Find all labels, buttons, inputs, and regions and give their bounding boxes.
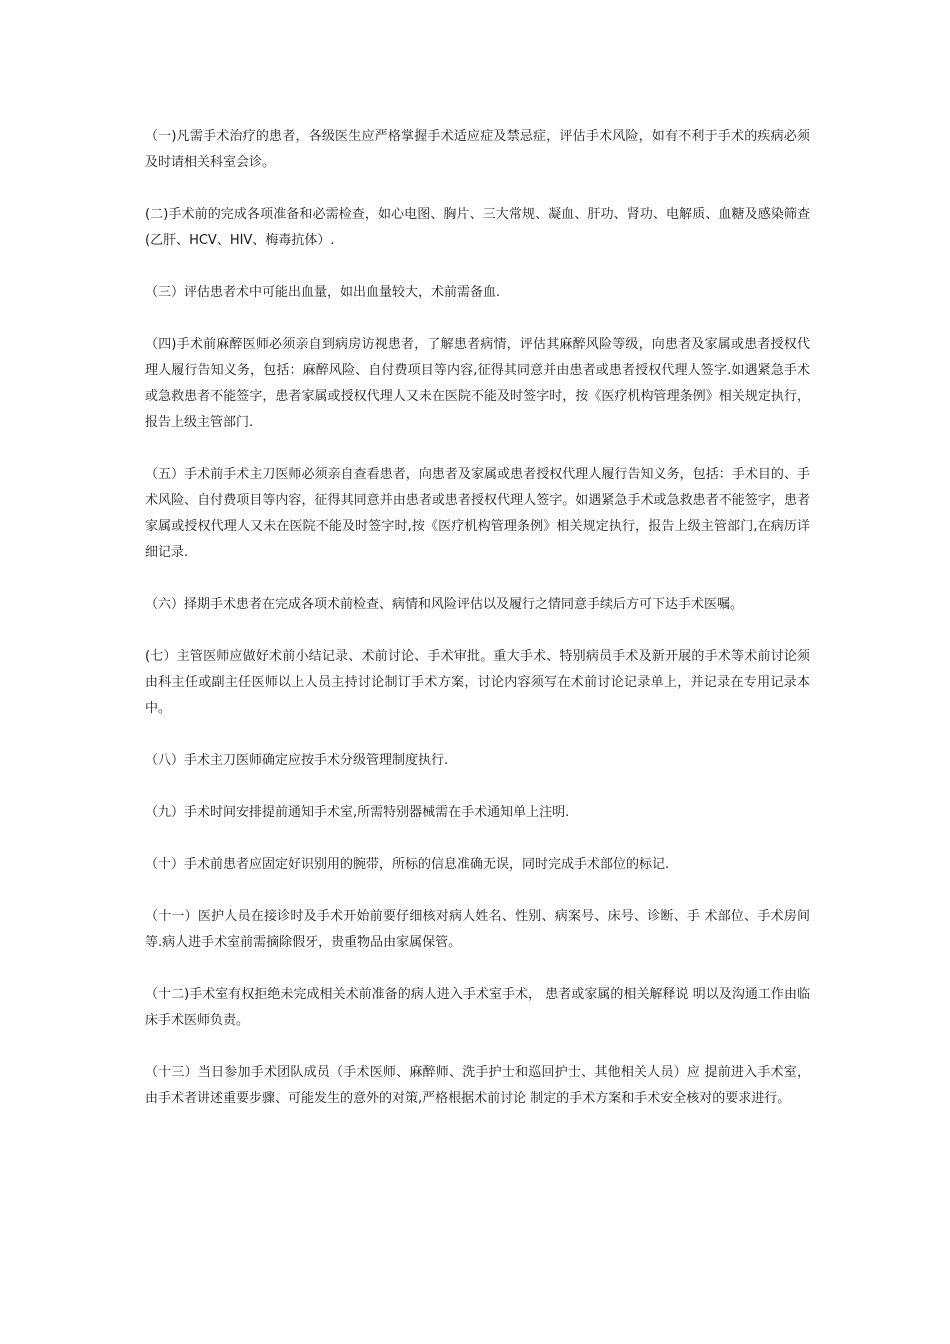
paragraph-11: （十一）医护人员在接诊时及手术开始前要仔细核对病人姓名、性别、病案号、床号、诊断、手 术部位、手术房间等.病人进手术室前需摘除假牙，贵重物品由家属保管。 [145,909,810,950]
paragraph-5: （五）手术前手术主刀医师必须亲自查看患者，向患者及家属或患者授权代理人履行告知义务，包括：手术目的、手术风险、自付费项目等内容，征得其同意并由患者或患者授权代理人签字。如遇紧急手术或急救患者不能签字，患者家属或授权代理人又未在医院不能及时签字时,按《医疗机构管理条例》相关规定执行，报告上级主管部门,在病历详细记录. [145,467,810,560]
paragraph-7: (七）主管医师应做好术前小结记录、术前讨论、手术审批。重大手术、特别病员手术及新开展的手术等术前讨论须由科主任或副主任医师以上人员主持讨论制订手术方案，讨论内容须写在术前讨论记录单上，并记录在专用记录本中。 [145,649,810,716]
paragraph-13: （十三）当日参加手术团队成员（手术医师、麻醉师、洗手护士和巡回护士、其他相关人员）应 提前进入手术室，由手术者讲述重要步骤、可能发生的意外的对策,严格根据术前讨论 制定的手术方案和手术安全核对的要求进行。 [145,1065,810,1106]
paragraph-2: (二)手术前的完成各项准备和必需检查，如心电图、胸片、三大常规、凝血、肝功、肾功、电解质、血糖及感染筛查(乙肝、HCV、HIV、梅毒抗体）. [145,207,810,248]
paragraph-12: （十二)手术室有权拒绝未完成相关术前准备的病人进入手术室手术， 患者或家属的相关解释说 明以及沟通工作由临床手术医师负责。 [145,987,810,1028]
paragraph-6: （六）择期手术患者在完成各项术前检查、病情和风险评估以及履行之情同意手续后方可下达手术医嘱。 [145,597,744,612]
paragraph-4: （四)手术前麻醉医师必须亲自到病房访视患者，了解患者病情，评估其麻醉风险等级，向患者及家属或患者授权代理人履行告知义务，包括：麻醉风险、自付费项目等内容,征得其同意并由患者或患者授权代理人签字.如遇紧急手术或急救患者不能签字，患者家属或授权代理人又未在医院不能及时签字时，按《医疗机构管理条例》相关规定执行，报告上级主管部门. [145,337,810,430]
paragraph-9: （九）手术时间安排提前通知手术室,所需特别器械需在手术通知单上注明. [145,805,570,820]
paragraph-10: （十）手术前患者应固定好识别用的腕带，所标的信息准确无误，同时完成手术部位的标记. [145,857,670,872]
paragraph-8: （八）手术主刀医师确定应按手术分级管理制度执行. [145,753,449,768]
paragraph-3: （三）评估患者术中可能出血量，如出血量较大，术前需备血. [145,285,501,300]
paragraph-1: （一)凡需手术治疗的患者，各级医生应严格掌握手术适应症及禁忌症，评估手术风险，如有不利于手术的疾病必须及时请相关科室会诊。 [145,129,810,170]
document-body [145,124,810,1138]
